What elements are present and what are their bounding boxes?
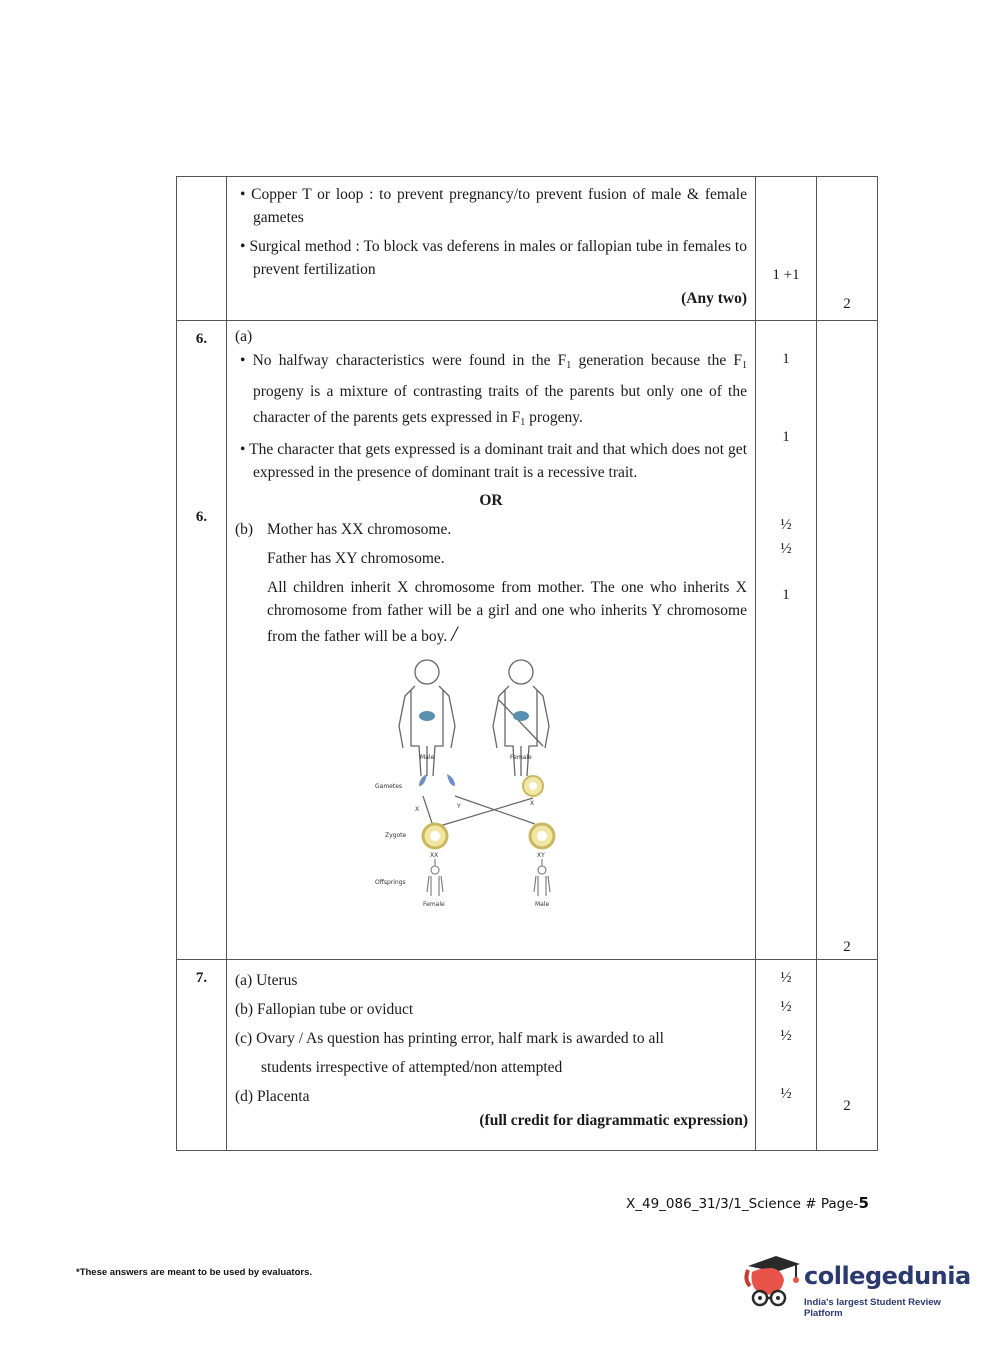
x-egg-label: X [530, 800, 535, 807]
f1-symbol: F [733, 352, 743, 369]
page-number: 5 [858, 1194, 869, 1212]
marks-value: ½ [780, 1028, 792, 1044]
marks-value: 1 [782, 429, 790, 445]
sex-determination-diagram [375, 656, 595, 914]
mother-chromosome-line: Mother has XX chromosome. [267, 521, 452, 538]
f1-subscript: 1 [742, 360, 748, 371]
male-label: Male [420, 754, 435, 761]
male-offspring-icon [534, 866, 550, 896]
xx-label: XX [430, 852, 439, 859]
slash-mark: / [451, 621, 458, 646]
evaluator-note: *These answers are meant to be used by evaluators. [76, 1267, 313, 1278]
marks-value: 1 +1 [772, 267, 800, 283]
question-number-7: 7. [195, 970, 208, 986]
answer-b: (b) Fallopian tube or oviduct [235, 1001, 414, 1018]
f1-subscript: 1 [520, 417, 526, 428]
inheritance-explanation [235, 576, 747, 648]
mascot-icon [742, 1250, 802, 1314]
marks-value: 1 [782, 351, 790, 367]
total-value: 2 [843, 1098, 851, 1114]
halfway-characteristics-bullet [235, 348, 747, 436]
logo-wordmark: collegedunia [804, 1262, 971, 1290]
marks-cell [756, 321, 817, 960]
female-offspring-icon [427, 866, 443, 896]
marks-value: ½ [780, 999, 792, 1015]
bullet-text: generation because the [578, 352, 727, 369]
bullet-text: progeny is a mixture of contrasting traits of the parents but only one of the character of the parents gets expressed in [253, 383, 747, 426]
offspring-female-label: Female [423, 901, 445, 908]
part-b-block [235, 518, 747, 648]
marks-value: ½ [780, 970, 792, 986]
father-chromosome-line: Father has XY chromosome. [267, 550, 445, 567]
collegedunia-logo [742, 1248, 970, 1318]
question-number-6b: 6. [195, 509, 208, 525]
answer-c-continued: students irrespective of attempted/non attempted [261, 1059, 563, 1076]
marks-value: ½ [780, 517, 792, 533]
testis-icon [419, 711, 435, 721]
footer-code-text: X_49_086_31/3/1_Science # Page- [626, 1196, 859, 1212]
answer-d: (d) Placenta [235, 1088, 310, 1105]
ovary-icon [513, 711, 529, 721]
answer-cell [227, 177, 756, 321]
marks-cell [756, 960, 817, 1151]
any-two-note: (Any two) [681, 290, 747, 307]
bullet-text: • No halfway characteristics were found in the [240, 352, 551, 369]
total-cell [817, 321, 878, 960]
question-number-6a: 6. [195, 331, 208, 347]
offspring-male-label: Male [535, 901, 550, 908]
f1-symbol: F [557, 352, 567, 369]
page-footer-code [626, 1194, 869, 1212]
xy-label: XY [537, 852, 545, 859]
marking-scheme-table [176, 176, 878, 1151]
table-row [177, 177, 878, 321]
logo-tagline: India's largest Student Review Platform [804, 1297, 941, 1319]
f1-subscript: 1 [566, 360, 572, 371]
dominant-trait-bullet: • The character that gets expressed is a dominant trait and that which does not get expressed in the presence of dominant trait is a recessive trait. [240, 441, 747, 481]
part-a-label: (a) [235, 328, 253, 345]
cross-lines [423, 796, 535, 828]
sperm-y-icon [447, 774, 455, 786]
table-row [177, 321, 878, 960]
gametes-label: Gametes [375, 783, 403, 790]
total-value: 2 [843, 296, 851, 312]
total-cell [817, 177, 878, 321]
marks-value: 1 [782, 587, 790, 603]
female-label: Female [510, 754, 532, 761]
bullet-text: progeny. [529, 409, 583, 426]
f1-symbol: F [511, 409, 521, 426]
marks-cell [756, 177, 817, 321]
marks-value: ½ [780, 541, 792, 557]
inheritance-text: All children inherit X chromosome from mother. The one who inherits X chromosome from father will be a girl and one who inherits Y chromosome from the father will be a boy. [267, 579, 747, 645]
y-gamete-label: Y [457, 803, 461, 810]
sperm-x-icon [419, 774, 427, 786]
part-b-label: (b) [235, 521, 254, 538]
zygote-label: Zygote [385, 832, 407, 839]
diagram-credit-note: (full credit for diagrammatic expression) [479, 1111, 748, 1129]
marks-value: ½ [780, 1086, 792, 1102]
answer-a: (a) Uterus [235, 972, 298, 989]
question-number-cell [177, 321, 227, 960]
surgical-method-bullet: • Surgical method : To block vas deferens in males or fallopian tube in females to prevent fertilization [240, 238, 747, 278]
copper-t-bullet: • Copper T or loop : to prevent pregnancy/to prevent fusion of male & female gametes [240, 186, 747, 226]
x-gamete-label: X [415, 806, 420, 813]
question-number-cell [177, 177, 227, 321]
question-number-cell [177, 960, 227, 1151]
total-value: 2 [843, 939, 851, 955]
or-separator: OR [479, 492, 503, 509]
offsprings-label: Offsprings [375, 879, 406, 886]
total-cell [817, 960, 878, 1151]
answer-c: (c) Ovary / As question has printing error, half mark is awarded to all [235, 1030, 664, 1047]
